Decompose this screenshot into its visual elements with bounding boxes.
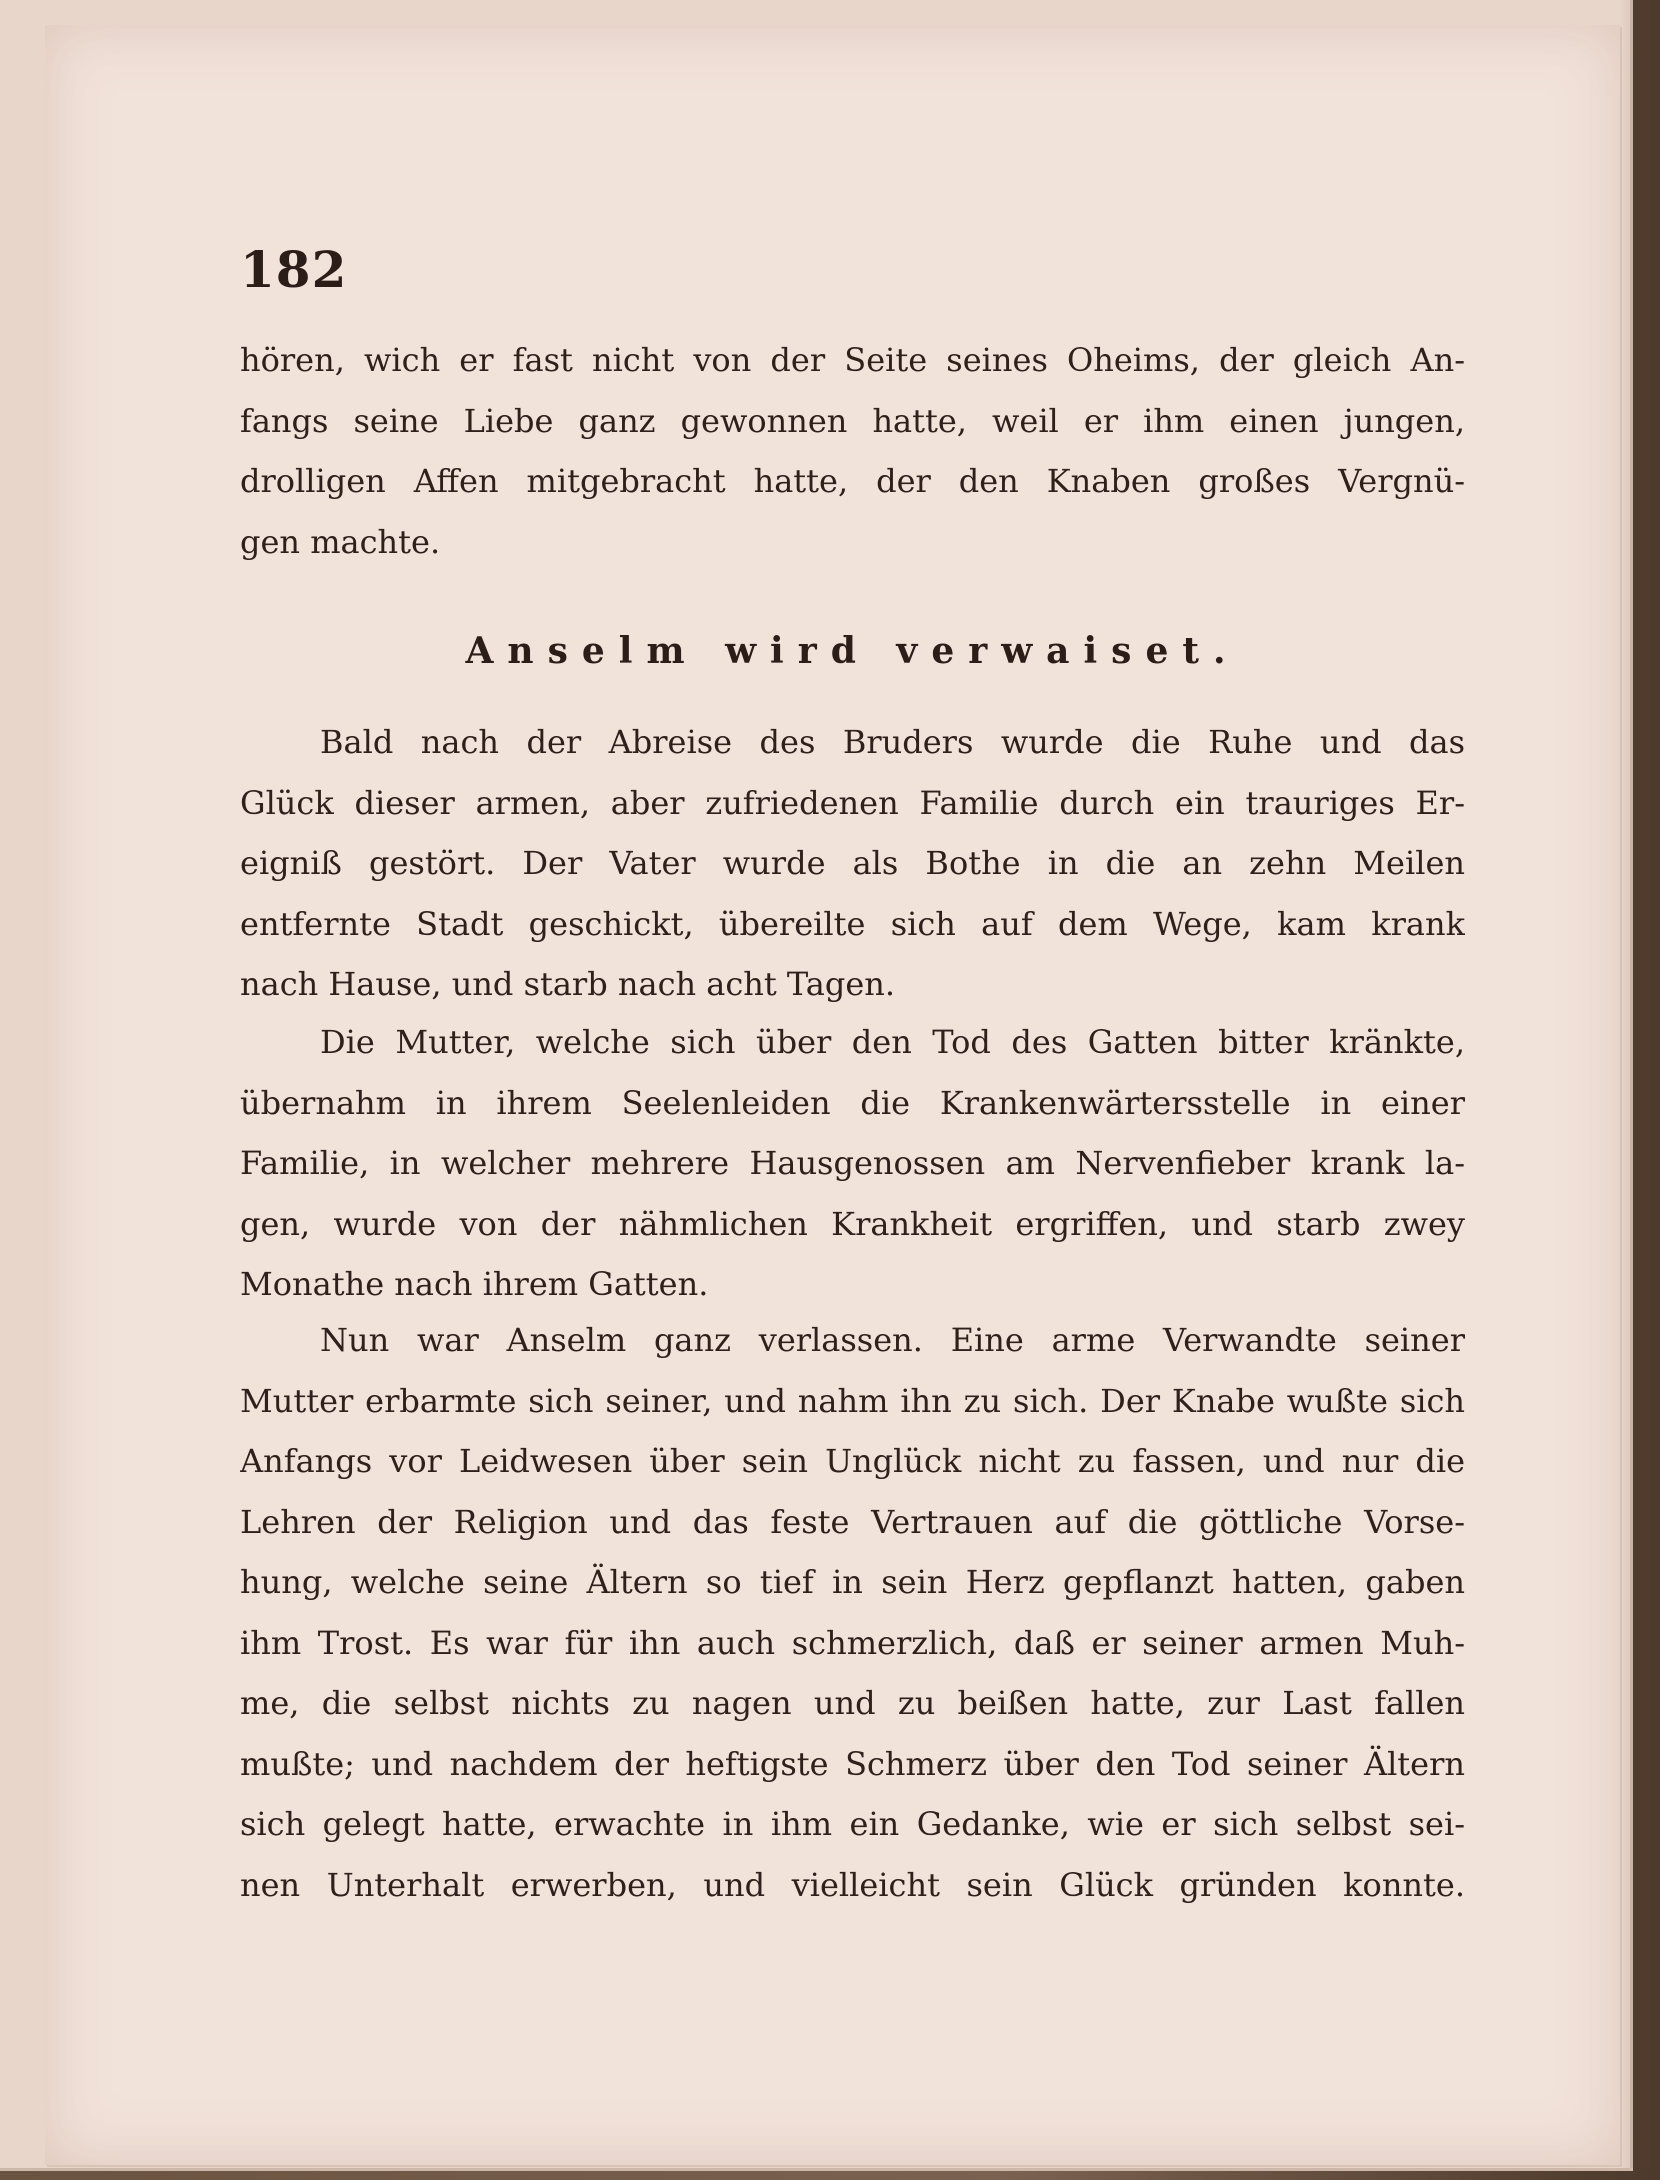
text-line: me, die selbst nichts zu nagen und zu beißen hatte, zur Last fallen <box>240 1684 1465 1722</box>
text-line: Die Mutter, welche sich über den Tod des Gatten bitter kränkte, <box>320 1023 1465 1061</box>
text-line: eigniß gestört. Der Vater wurde als Bothe in die an zehn Meilen <box>240 844 1465 882</box>
text-line: hung, welche seine Ältern so tief in sein Herz gepflanzt hatten, gaben <box>240 1563 1465 1601</box>
text-line: hören, wich er fast nicht von der Seite seines Oheims, der gleich An- <box>240 341 1465 379</box>
text-line: mußte; und nachdem der heftigste Schmerz über den Tod seiner Ältern <box>240 1744 1465 1783</box>
text-line: gen, wurde von der nähmlichen Krankheit ergriffen, und starb zwey <box>240 1204 1465 1243</box>
text-line: entfernte Stadt geschickt, übereilte sich auf dem Wege, kam krank <box>240 904 1465 943</box>
text-line: nach Hause, und starb nach acht Tagen. <box>240 965 896 1003</box>
text-line: Lehren der Religion und das feste Vertrauen auf die göttliche Vorse- <box>240 1502 1465 1541</box>
text-line: Mutter erbarmte sich seiner, und nahm ihn zu sich. Der Knabe wußte sich <box>240 1381 1465 1420</box>
paragraph-mother <box>240 1012 1465 1315</box>
text-line: fangs seine Liebe ganz gewonnen hatte, weil er ihm einen jungen, <box>240 401 1465 440</box>
text-line: Bald nach der Abreise des Bruders wurde die Ruhe und das <box>320 723 1465 761</box>
page-number: 182 <box>240 240 348 299</box>
text-line: Familie, in welcher mehrere Hausgenossen am Nervenfieber krank la- <box>240 1144 1465 1182</box>
paragraph-continued <box>240 330 1465 572</box>
text-line: sich gelegt hatte, erwachte in ihm ein Gedanke, wie er sich selbst sei- <box>240 1805 1465 1843</box>
text-line: Glück dieser armen, aber zufriedenen Familie durch ein trauriges Er- <box>240 783 1465 822</box>
text-line: gen machte. <box>240 522 441 561</box>
chapter-heading: Anselm wird verwaiset. <box>465 630 1240 672</box>
paragraph-father <box>240 712 1465 1015</box>
paragraph-anselm <box>240 1310 1465 1915</box>
text-line: übernahm in ihrem Seelenleiden die Krankenwärtersstelle in einer <box>240 1083 1465 1122</box>
text-line: Monathe nach ihrem Gatten. <box>240 1265 709 1303</box>
book-edge <box>1620 0 1650 2168</box>
text-line: ihm Trost. Es war für ihn auch schmerzlich, daß er seiner armen Muh- <box>240 1623 1465 1662</box>
text-line: nen Unterhalt erwerben, und vielleicht sein Glück gründen konnte. <box>240 1865 1465 1904</box>
text-line: Nun war Anselm ganz verlassen. Eine arme Verwandte seiner <box>320 1321 1465 1359</box>
text-line: Anfangs vor Leidwesen über sein Unglück nicht zu fassen, und nur die <box>240 1442 1465 1480</box>
text-line: drolligen Affen mitgebracht hatte, der den Knaben großes Vergnü- <box>240 462 1465 500</box>
